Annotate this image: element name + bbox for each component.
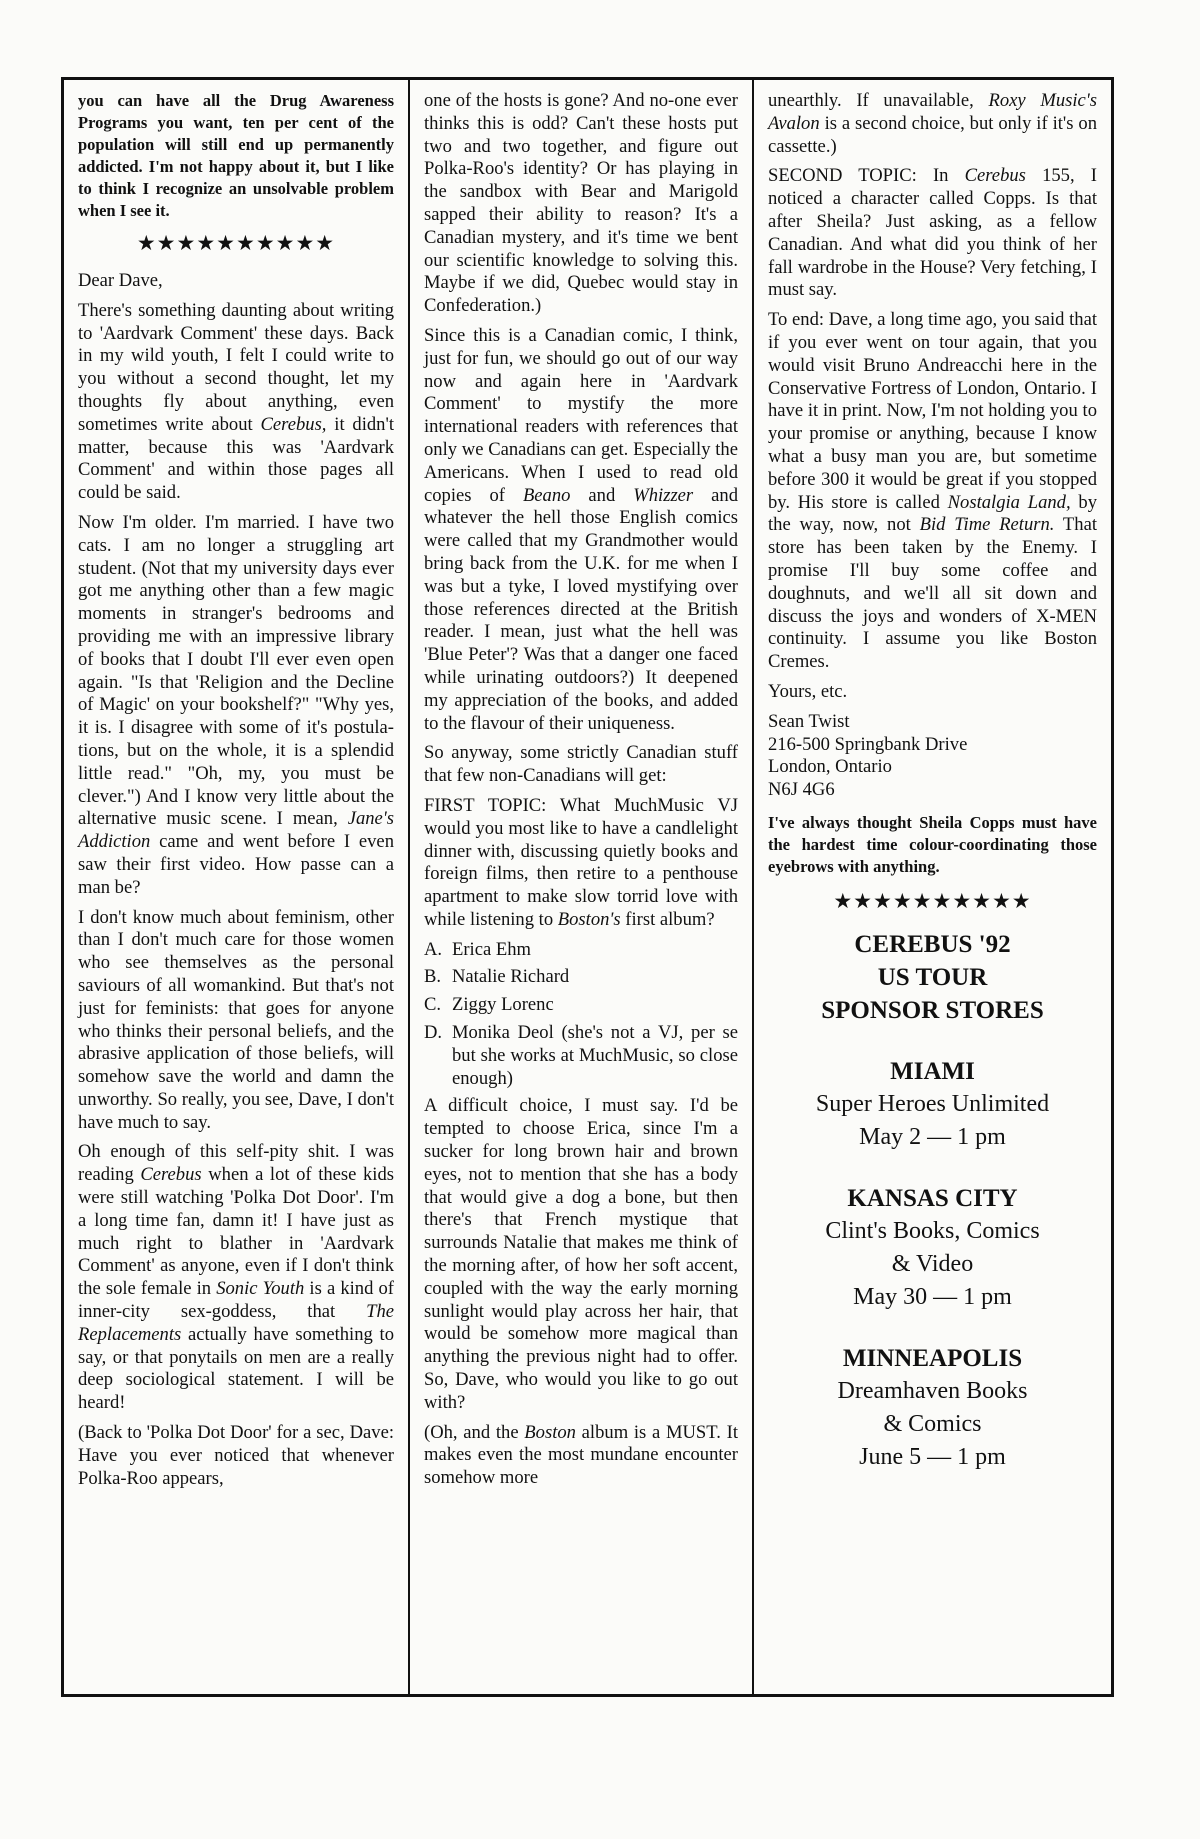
tour-date: June 5 — 1 pm xyxy=(859,1443,1006,1470)
letter-paragraph: unearthly. If unavailable, Roxy Music's Avalon is a second choice, but only if it's on cassette.) xyxy=(768,90,1097,157)
column-3 xyxy=(754,80,1111,1694)
letter-paragraph: Oh enough of this self-pity shit. I was reading Cerebus when a lot of these kids were still watching 'Polka Dot Door'. I'm a long time fan, damn it! I have just as much right to blather in 'Aardvark Comment' as anyone, even if I don't think the sole female in Sonic Youth is a kind of inner-city sex-goddess, that The Replacements actually have something to say, or that ponytails on men are a really deep sociological statement. I will be heard! xyxy=(78,1141,394,1414)
address-line: 216-500 Springbank Drive xyxy=(768,733,968,755)
salutation: Dear Dave, xyxy=(78,270,163,291)
address-line: Sean Twist xyxy=(768,710,850,732)
letter-paragraph: A difficult choice, I must say. I'd be tempted to choose Erica, since I'm a sucker for long brown hair and brown eyes, not to mention that she has a body that would give a dog a bone, but then there's that French mystique that surrounds Natalie that makes me think of the morning after, of how her soft accent, coupled with the way the early morning sunlight would play across her hair, that would be somehow more magical than anything the previous night had to offer. So, Dave, who would you like to go out with? xyxy=(424,1095,738,1413)
tour-store: & Comics xyxy=(883,1410,982,1437)
signature-address xyxy=(768,711,1097,802)
tour-city: MINNEAPOLIS xyxy=(842,1344,1023,1372)
tour-title: SPONSOR STORES xyxy=(821,996,1044,1024)
letter-paragraph: So anyway, some strictly Canadian stuff that few non-Canadians will get: xyxy=(424,742,738,787)
tour-date: May 2 — 1 pm xyxy=(859,1123,1006,1150)
tour-title: CEREBUS '92 xyxy=(854,930,1011,958)
address-line: London, Ontario xyxy=(768,756,892,778)
letter-paragraph: Now I'm older. I'm married. I have two cats. I am no longer a struggling art student. (Not that my university days ever got me anything other than a few magic moments in stranger's bedrooms and providing me with an impressive library of books that I doubt I'll ever even open again. "Is that 'Religion and the Decline of Magic' on your bookshelf?" "Why yes, it is. I disagree with some of it's postulations, but on the whole, it is a splendid little read." "Oh, my, you must be clever.") And I know very little about the alternative music scene. I mean, Jane's Addiction came and went before I even saw their first video. How passe can a man be? xyxy=(78,511,394,898)
tour-city: KANSAS CITY xyxy=(847,1184,1018,1212)
tour-city: MIAMI xyxy=(890,1057,975,1085)
stars-divider: ★★★★★★★★★★ xyxy=(136,231,336,255)
tour-box xyxy=(768,928,1097,1474)
column-1 xyxy=(64,80,410,1694)
editor-reply: I've always thought Sheila Copps must have the hardest time colour-coordinating those eyebrows with anything. xyxy=(768,812,1097,876)
address-line: N6J 4G6 xyxy=(768,779,835,801)
stars-divider: ★★★★★★★★★★ xyxy=(833,888,1032,913)
editor-reply-intro: you can have all the Drug Awareness Programs you want, ten per cent of the population will still end up permanently addicted. I'm not happy about it, but I like to think I recognize an unsolvable problem when I see it. xyxy=(78,91,394,220)
letter-paragraph: SECOND TOPIC: In Cerebus 155, I noticed a character called Copps. Is that after Sheila? Just asking, as a fellow Canadian. And what did you think of her fall wardrobe in the House? Very fetching, I must say. xyxy=(768,165,1097,301)
list-item: D. Monika Deol (she's not a VJ, per se but she works at MuchMusic, so close enough) xyxy=(424,1022,738,1089)
letter-paragraph: FIRST TOPIC: What MuchMusic VJ would you most like to have a candlelight dinner with, discussing quietly books and foreign films, then retire to a penthouse apartment to make slow torrid love with while listening to Boston's first album? xyxy=(424,794,738,930)
tour-store: Clint's Books, Comics xyxy=(825,1217,1040,1244)
letter-paragraph: (Oh, and the Boston album is a MUST. It makes even the most mundane encounter somehow more xyxy=(424,1421,738,1489)
tour-store: Dreamhaven Books xyxy=(837,1377,1028,1404)
letter-paragraph: Since this is a Canadian comic, I think, just for fun, we should go out of our way now and again here in 'Aardvark Comment' to mystify the more international readers with references that only we Canadians can get. Especially the Americans. When I used to read old copies of Beano and Whizzer and whatever the hell those English comics were called that my Grandmother would bring back from the U.K. for me when I was but a tyke, I loved mystifying over those references directed at the British reader. I mean, just what the hell was 'Blue Peter'? Was that a danger one faced while urinating outdoors?) It deepened my appreciation of the books, and added to the flavour of their uniqueness. xyxy=(424,324,738,734)
letter-paragraph: (Back to 'Polka Dot Door' for a sec, Dave: Have you ever noticed that whenever Polka-Roo appears, xyxy=(78,1422,394,1489)
closing: Yours, etc. xyxy=(768,680,848,702)
list-item: C. Ziggy Lorenc xyxy=(424,994,554,1016)
letter-paragraph: To end: Dave, a long time ago, you said that if you ever went on tour again, that you would visit Bruno Andreacchi here in the Conservative Fortress of London, Ontario. I have it in print. Now, I'm not holding you to your promise or anything, because I know what a busy man you are, but sometime before 300 it would be great if you stopped by. His store is called Nostalgia Land, by the way, now, not Bid Time Return. That store has been taken by the Enemy. I promise I'll buy some coffee and doughnuts, and we'll all sit down and discuss the joys and wonders of X-MEN continuity. I assume you like Boston Cremes. xyxy=(768,309,1098,673)
tour-store: Super Heroes Unlimited xyxy=(815,1090,1050,1117)
tour-title: US TOUR xyxy=(877,963,988,991)
list-item: A. Erica Ehm xyxy=(424,938,531,960)
list-item: B. Natalie Richard xyxy=(424,966,570,988)
letter-paragraph: There's something daunting about writing to 'Aardvark Comment' these days. Back in my wild youth, I felt I could write to you without a second thought, let my thoughts fly about anything, even sometimes write about Cerebus, it didn't matter, because this was 'Aardvark Comment' and within those pages all could be said. xyxy=(78,299,394,504)
option-list xyxy=(424,939,738,1091)
letter-paragraph: I don't know much about feminism, other than I don't much care for those women who see themselves as the personal saviours of all womankind. But that's not just for feminists: that goes for anyone who thinks their personal beliefs, and the abrasive application of those beliefs, will somehow save the world and damn the unworthy. So really, you see, Dave, I don't have much to say. xyxy=(78,906,394,1133)
letter-paragraph: one of the hosts is gone? And no-one ever thinks this is odd? Can't these hosts put two and two together, and figure out Polka-Roo's identity? Or has playing in the sandbox with Bear and Marigold sapped their ability to reason? It's a Canadian mystery, and it's time we bent our scientific knowledge to solving this. Maybe if we did, Quebec would stay in Confederation.) xyxy=(424,90,738,317)
page-frame xyxy=(61,77,1114,1697)
tour-store: & Video xyxy=(891,1250,974,1277)
column-2 xyxy=(410,80,754,1694)
tour-date: May 30 — 1 pm xyxy=(853,1283,1012,1310)
